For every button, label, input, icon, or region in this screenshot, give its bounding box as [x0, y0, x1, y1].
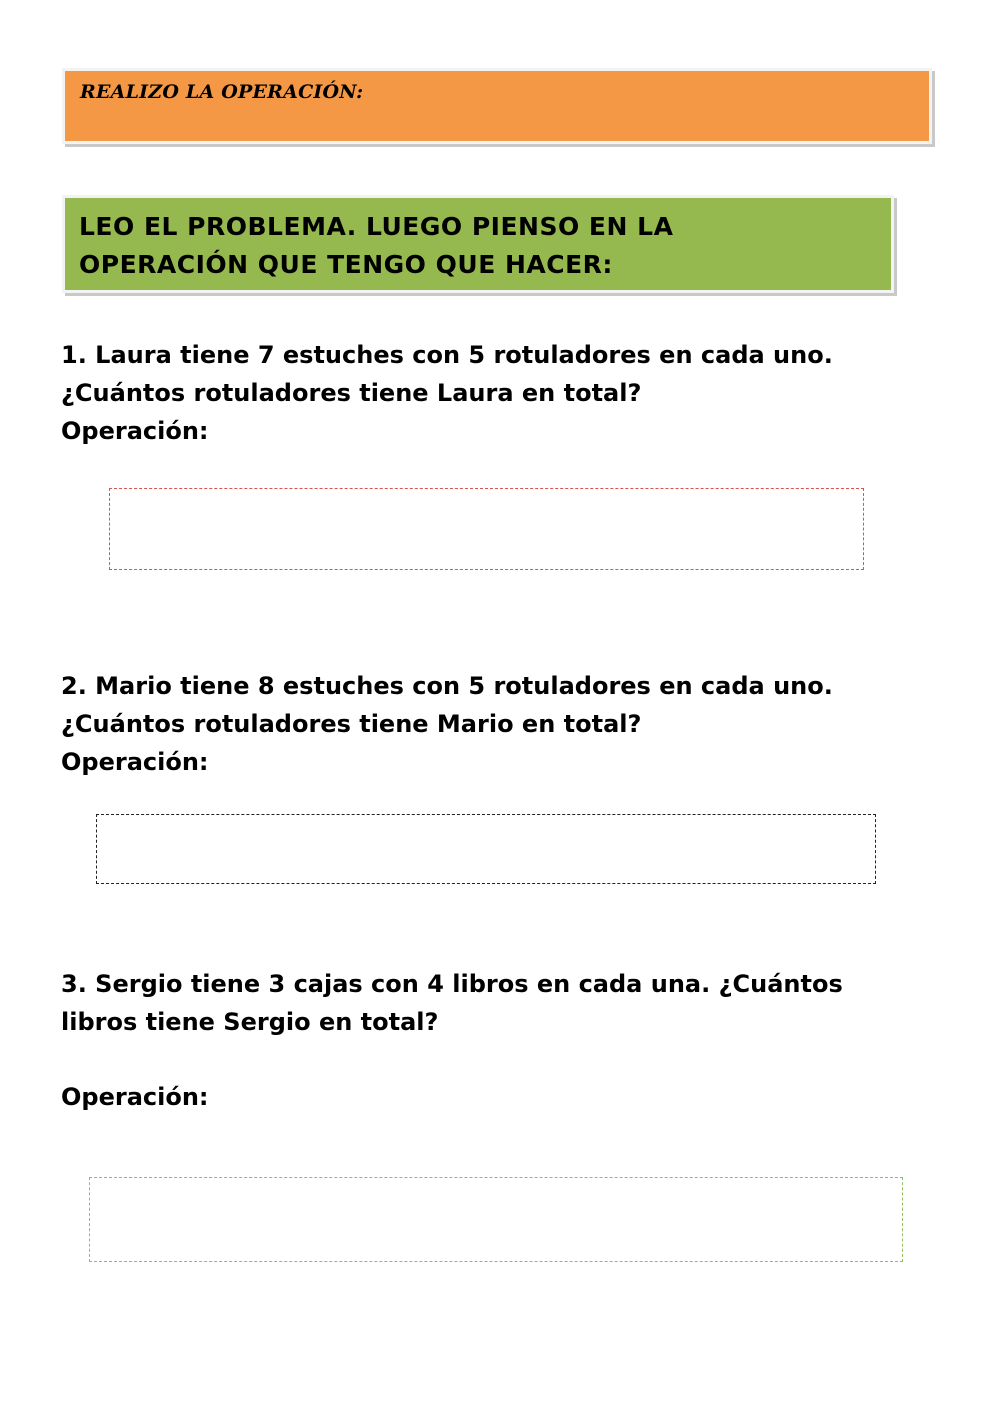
problem-1: [61, 336, 941, 450]
problem-1-question: ¿Cuántos rotuladores tiene Laura en total?: [61, 379, 642, 407]
problem-2-answer-box[interactable]: [96, 814, 876, 884]
problem-2-question: ¿Cuántos rotuladores tiene Mario en total?: [61, 710, 642, 738]
problem-3-answer-box[interactable]: [89, 1177, 903, 1262]
problem-1-answer-box[interactable]: [109, 488, 864, 570]
instruction-text: [79, 208, 673, 284]
problem-2-operation-label: Operación:: [61, 748, 209, 776]
title-banner: [62, 68, 932, 144]
problem-3-statement: 3. Sergio tiene 3 cajas con 4 libros en cada una. ¿Cuántos: [61, 970, 843, 998]
problem-2: [61, 667, 941, 781]
problem-3: [61, 965, 941, 1041]
instruction-banner: [62, 195, 894, 293]
instruction-line-2: OPERACIÓN QUE TENGO QUE HACER:: [79, 250, 613, 279]
problem-3-operation-label: Operación:: [61, 1083, 209, 1111]
problem-2-statement: 2. Mario tiene 8 estuches con 5 rotuladores en cada uno.: [61, 672, 833, 700]
problem-3-question: libros tiene Sergio en total?: [61, 1008, 439, 1036]
problem-3-operation: [61, 1078, 941, 1116]
problem-1-operation-label: Operación:: [61, 417, 209, 445]
problem-1-statement: 1. Laura tiene 7 estuches con 5 rotuladores en cada uno.: [61, 341, 833, 369]
page-title: REALIZO LA OPERACIÓN:: [80, 81, 364, 103]
instruction-line-1: LEO EL PROBLEMA. LUEGO PIENSO EN LA: [79, 212, 674, 241]
